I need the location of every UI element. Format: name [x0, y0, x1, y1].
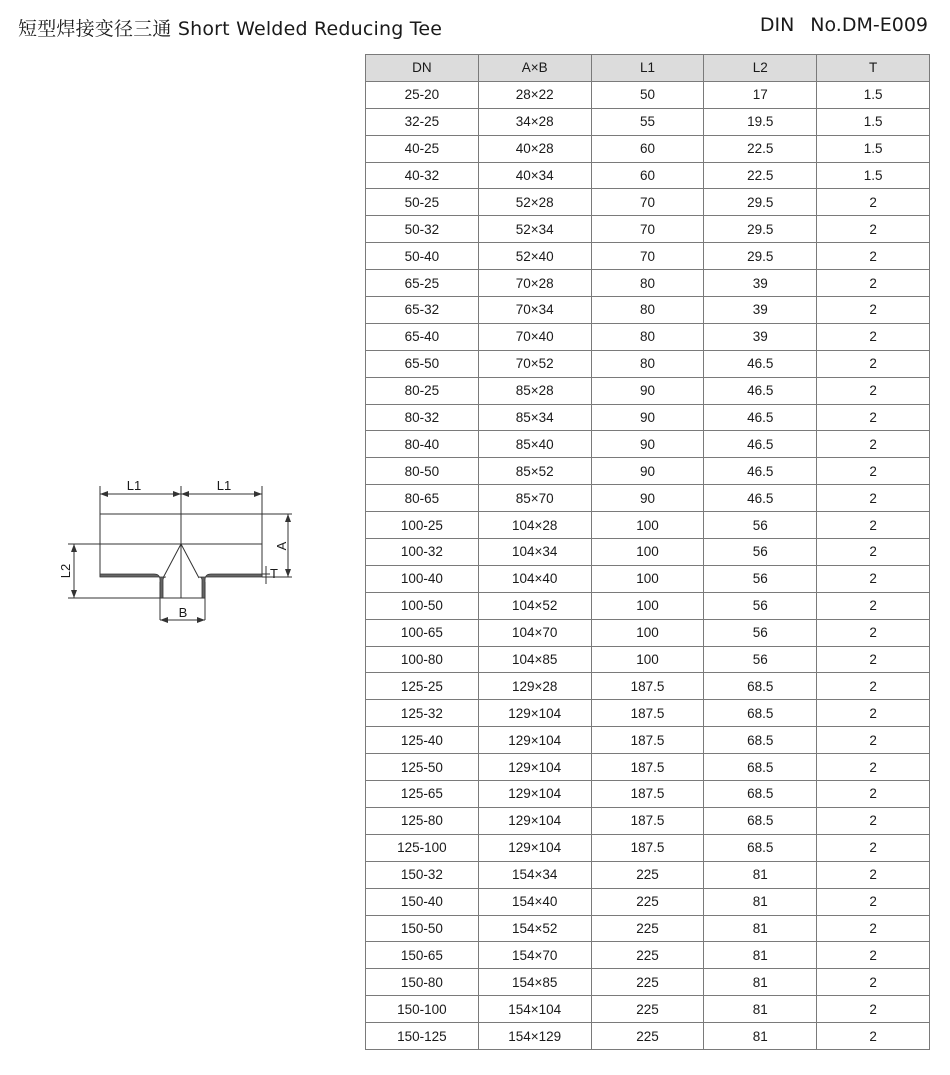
cell-l1: 187.5 [591, 834, 704, 861]
table-row [366, 243, 930, 270]
cell-axb: 70×28 [478, 270, 591, 297]
cell-l1: 60 [591, 135, 704, 162]
cell-axb: 154×104 [478, 996, 591, 1023]
cell-axb: 85×28 [478, 377, 591, 404]
cell-axb: 85×40 [478, 431, 591, 458]
cell-axb: 129×104 [478, 834, 591, 861]
cell-l1: 187.5 [591, 700, 704, 727]
cell-l2: 68.5 [704, 673, 817, 700]
cell-axb: 154×85 [478, 969, 591, 996]
cell-l1: 100 [591, 592, 704, 619]
cell-dn: 80-50 [366, 458, 479, 485]
table-row [366, 700, 930, 727]
table-row [366, 431, 930, 458]
cell-t: 2 [817, 404, 930, 431]
cell-dn: 80-25 [366, 377, 479, 404]
cell-axb: 129×28 [478, 673, 591, 700]
product-code: No.DM-E009 [810, 14, 928, 36]
cell-t: 2 [817, 216, 930, 243]
cell-axb: 40×28 [478, 135, 591, 162]
cell-dn: 125-65 [366, 781, 479, 808]
table-row [366, 888, 930, 915]
cell-l2: 22.5 [704, 162, 817, 189]
cell-t: 1.5 [817, 81, 930, 108]
table-row [366, 673, 930, 700]
cell-axb: 129×104 [478, 754, 591, 781]
table-header-row [366, 55, 930, 82]
table-row [366, 861, 930, 888]
col-header-axb: A×B [478, 55, 591, 82]
cell-l1: 187.5 [591, 673, 704, 700]
cell-l1: 225 [591, 861, 704, 888]
cell-l2: 46.5 [704, 404, 817, 431]
cell-dn: 100-65 [366, 619, 479, 646]
cell-axb: 34×28 [478, 108, 591, 135]
cell-t: 2 [817, 646, 930, 673]
cell-t: 2 [817, 1023, 930, 1050]
cell-dn: 65-40 [366, 323, 479, 350]
table-row [366, 485, 930, 512]
l2-arrow-top [71, 544, 77, 552]
cell-l2: 17 [704, 81, 817, 108]
cell-l1: 90 [591, 458, 704, 485]
table-row [366, 458, 930, 485]
cell-l1: 225 [591, 1023, 704, 1050]
cell-l2: 46.5 [704, 431, 817, 458]
cell-l1: 90 [591, 377, 704, 404]
cell-dn: 80-65 [366, 485, 479, 512]
cell-l2: 56 [704, 565, 817, 592]
table-row [366, 189, 930, 216]
cell-dn: 125-80 [366, 807, 479, 834]
cell-l1: 90 [591, 404, 704, 431]
cell-l1: 80 [591, 297, 704, 324]
cell-axb: 52×28 [478, 189, 591, 216]
cell-dn: 100-32 [366, 539, 479, 566]
cell-t: 2 [817, 888, 930, 915]
cell-dn: 32-25 [366, 108, 479, 135]
cell-l1: 187.5 [591, 807, 704, 834]
cell-l2: 56 [704, 646, 817, 673]
cell-t: 2 [817, 539, 930, 566]
cell-l1: 70 [591, 189, 704, 216]
cell-axb: 70×34 [478, 297, 591, 324]
standard-label: DIN [759, 14, 795, 36]
cell-axb: 154×34 [478, 861, 591, 888]
cell-t: 2 [817, 458, 930, 485]
table-row [366, 942, 930, 969]
cell-axb: 129×104 [478, 727, 591, 754]
cell-l2: 68.5 [704, 807, 817, 834]
cell-t: 1.5 [817, 162, 930, 189]
cell-l1: 100 [591, 619, 704, 646]
cell-l1: 80 [591, 270, 704, 297]
l1-arrow-left [100, 491, 108, 497]
table-row [366, 539, 930, 566]
cell-dn: 50-25 [366, 189, 479, 216]
cell-dn: 150-50 [366, 915, 479, 942]
cell-l1: 225 [591, 996, 704, 1023]
table-row [366, 996, 930, 1023]
cell-l1: 187.5 [591, 754, 704, 781]
branch-cone-left [163, 544, 181, 578]
cell-l1: 55 [591, 108, 704, 135]
table-row [366, 834, 930, 861]
cell-l2: 56 [704, 539, 817, 566]
table-row [366, 619, 930, 646]
cell-l1: 225 [591, 969, 704, 996]
cell-dn: 125-40 [366, 727, 479, 754]
cell-dn: 100-80 [366, 646, 479, 673]
cell-l1: 50 [591, 81, 704, 108]
cell-axb: 129×104 [478, 807, 591, 834]
cell-l2: 29.5 [704, 243, 817, 270]
cell-l1: 100 [591, 539, 704, 566]
cell-axb: 154×52 [478, 915, 591, 942]
cell-l2: 39 [704, 297, 817, 324]
cell-l2: 68.5 [704, 700, 817, 727]
cell-l2: 81 [704, 915, 817, 942]
cell-t: 2 [817, 323, 930, 350]
table-row [366, 1023, 930, 1050]
cell-l2: 56 [704, 619, 817, 646]
col-header-t: T [817, 55, 930, 82]
cell-dn: 125-32 [366, 700, 479, 727]
cell-dn: 65-32 [366, 297, 479, 324]
cell-axb: 104×52 [478, 592, 591, 619]
cell-t: 2 [817, 915, 930, 942]
t-label: T [270, 566, 278, 581]
cell-dn: 25-20 [366, 81, 479, 108]
cell-l2: 39 [704, 270, 817, 297]
cell-l2: 39 [704, 323, 817, 350]
cell-l1: 225 [591, 942, 704, 969]
cell-t: 1.5 [817, 135, 930, 162]
cell-l2: 56 [704, 512, 817, 539]
cell-t: 2 [817, 619, 930, 646]
cell-axb: 154×70 [478, 942, 591, 969]
page-title: 短型焊接变径三通 Short Welded Reducing Tee [18, 18, 443, 40]
cell-axb: 52×40 [478, 243, 591, 270]
a-arrow-top [285, 514, 291, 522]
table-row [366, 404, 930, 431]
cell-l1: 225 [591, 915, 704, 942]
cell-t: 2 [817, 673, 930, 700]
a-label: A [274, 541, 289, 551]
cell-t: 2 [817, 270, 930, 297]
table-row [366, 135, 930, 162]
table-row [366, 162, 930, 189]
cell-dn: 65-25 [366, 270, 479, 297]
cell-l2: 68.5 [704, 754, 817, 781]
cell-t: 2 [817, 807, 930, 834]
cell-l2: 19.5 [704, 108, 817, 135]
table-row [366, 807, 930, 834]
cell-dn: 40-32 [366, 162, 479, 189]
cell-l2: 29.5 [704, 189, 817, 216]
table-row [366, 377, 930, 404]
cell-dn: 80-40 [366, 431, 479, 458]
cell-t: 2 [817, 243, 930, 270]
cell-axb: 104×34 [478, 539, 591, 566]
cell-l1: 100 [591, 646, 704, 673]
cell-dn: 40-25 [366, 135, 479, 162]
table-row [366, 781, 930, 808]
l1-arrow-right [254, 491, 262, 497]
table-body [366, 81, 930, 1049]
table-row [366, 350, 930, 377]
cell-l2: 46.5 [704, 377, 817, 404]
cell-t: 2 [817, 377, 930, 404]
cell-l1: 90 [591, 431, 704, 458]
cell-axb: 85×70 [478, 485, 591, 512]
cell-l2: 68.5 [704, 781, 817, 808]
table-row [366, 81, 930, 108]
cell-l1: 100 [591, 512, 704, 539]
cell-t: 2 [817, 485, 930, 512]
cell-t: 2 [817, 996, 930, 1023]
cell-dn: 65-50 [366, 350, 479, 377]
cell-t: 2 [817, 969, 930, 996]
cell-dn: 100-50 [366, 592, 479, 619]
cell-axb: 129×104 [478, 700, 591, 727]
cell-t: 2 [817, 781, 930, 808]
cell-dn: 50-40 [366, 243, 479, 270]
cell-l2: 81 [704, 942, 817, 969]
cell-dn: 50-32 [366, 216, 479, 243]
cell-axb: 52×34 [478, 216, 591, 243]
cell-l1: 80 [591, 350, 704, 377]
table-row [366, 592, 930, 619]
cell-dn: 150-80 [366, 969, 479, 996]
table-row [366, 297, 930, 324]
l1-label-right: L1 [216, 478, 232, 493]
cell-l1: 187.5 [591, 727, 704, 754]
cell-dn: 100-25 [366, 512, 479, 539]
cell-dn: 125-100 [366, 834, 479, 861]
cell-l1: 225 [591, 888, 704, 915]
cell-dn: 150-32 [366, 861, 479, 888]
l1-arrow-center-right [181, 491, 189, 497]
col-header-l2: L2 [704, 55, 817, 82]
cell-l1: 60 [591, 162, 704, 189]
cell-axb: 129×104 [478, 781, 591, 808]
table-row [366, 915, 930, 942]
col-header-dn: DN [366, 55, 479, 82]
cell-l2: 81 [704, 888, 817, 915]
cell-t: 2 [817, 512, 930, 539]
cell-dn: 100-40 [366, 565, 479, 592]
table-row [366, 646, 930, 673]
cell-t: 2 [817, 700, 930, 727]
cell-t: 2 [817, 942, 930, 969]
table-row [366, 754, 930, 781]
cell-t: 2 [817, 754, 930, 781]
cell-t: 2 [817, 727, 930, 754]
cell-l2: 46.5 [704, 350, 817, 377]
cell-dn: 150-40 [366, 888, 479, 915]
cell-axb: 154×40 [478, 888, 591, 915]
col-header-l1: L1 [591, 55, 704, 82]
cell-l2: 81 [704, 969, 817, 996]
cell-l2: 29.5 [704, 216, 817, 243]
cell-t: 2 [817, 592, 930, 619]
cell-l1: 187.5 [591, 781, 704, 808]
table-row [366, 969, 930, 996]
branch-cone-right [181, 544, 199, 578]
cell-t: 2 [817, 431, 930, 458]
table-row [366, 727, 930, 754]
cell-axb: 104×40 [478, 565, 591, 592]
table-row [366, 108, 930, 135]
cell-axb: 85×52 [478, 458, 591, 485]
cell-t: 2 [817, 350, 930, 377]
cell-axb: 85×34 [478, 404, 591, 431]
a-arrow-bottom [285, 569, 291, 577]
cell-l2: 46.5 [704, 458, 817, 485]
cell-dn: 80-32 [366, 404, 479, 431]
l2-label: L2 [58, 563, 73, 579]
table-row [366, 323, 930, 350]
cell-l2: 68.5 [704, 727, 817, 754]
cell-dn: 125-50 [366, 754, 479, 781]
cell-axb: 28×22 [478, 81, 591, 108]
l1-arrow-center-left [173, 491, 181, 497]
cell-axb: 104×28 [478, 512, 591, 539]
cell-t: 2 [817, 834, 930, 861]
cell-t: 2 [817, 189, 930, 216]
cell-axb: 70×40 [478, 323, 591, 350]
cell-axb: 70×52 [478, 350, 591, 377]
table-row [366, 512, 930, 539]
cell-dn: 150-65 [366, 942, 479, 969]
cell-dn: 150-100 [366, 996, 479, 1023]
l2-arrow-bottom [71, 590, 77, 598]
cell-dn: 125-25 [366, 673, 479, 700]
cell-t: 2 [817, 861, 930, 888]
cell-l1: 100 [591, 565, 704, 592]
b-arrow-right [197, 617, 205, 623]
b-arrow-left [160, 617, 168, 623]
b-label: B [178, 605, 188, 620]
table-row [366, 270, 930, 297]
table-row [366, 565, 930, 592]
cell-l2: 68.5 [704, 834, 817, 861]
cell-t: 2 [817, 297, 930, 324]
cell-axb: 40×34 [478, 162, 591, 189]
cell-l2: 81 [704, 1023, 817, 1050]
tee-diagram [50, 472, 310, 632]
cell-axb: 154×129 [478, 1023, 591, 1050]
spec-table [365, 54, 930, 1050]
cell-l2: 81 [704, 996, 817, 1023]
cell-dn: 150-125 [366, 1023, 479, 1050]
cell-t: 2 [817, 565, 930, 592]
cell-t: 1.5 [817, 108, 930, 135]
cell-l1: 70 [591, 243, 704, 270]
l1-label-left: L1 [126, 478, 142, 493]
standard-code [760, 14, 928, 36]
cell-l1: 70 [591, 216, 704, 243]
cell-axb: 104×70 [478, 619, 591, 646]
cell-l1: 90 [591, 485, 704, 512]
cell-l1: 80 [591, 323, 704, 350]
cell-l2: 81 [704, 861, 817, 888]
cell-l2: 56 [704, 592, 817, 619]
cell-l2: 22.5 [704, 135, 817, 162]
cell-axb: 104×85 [478, 646, 591, 673]
table-row [366, 216, 930, 243]
cell-l2: 46.5 [704, 485, 817, 512]
